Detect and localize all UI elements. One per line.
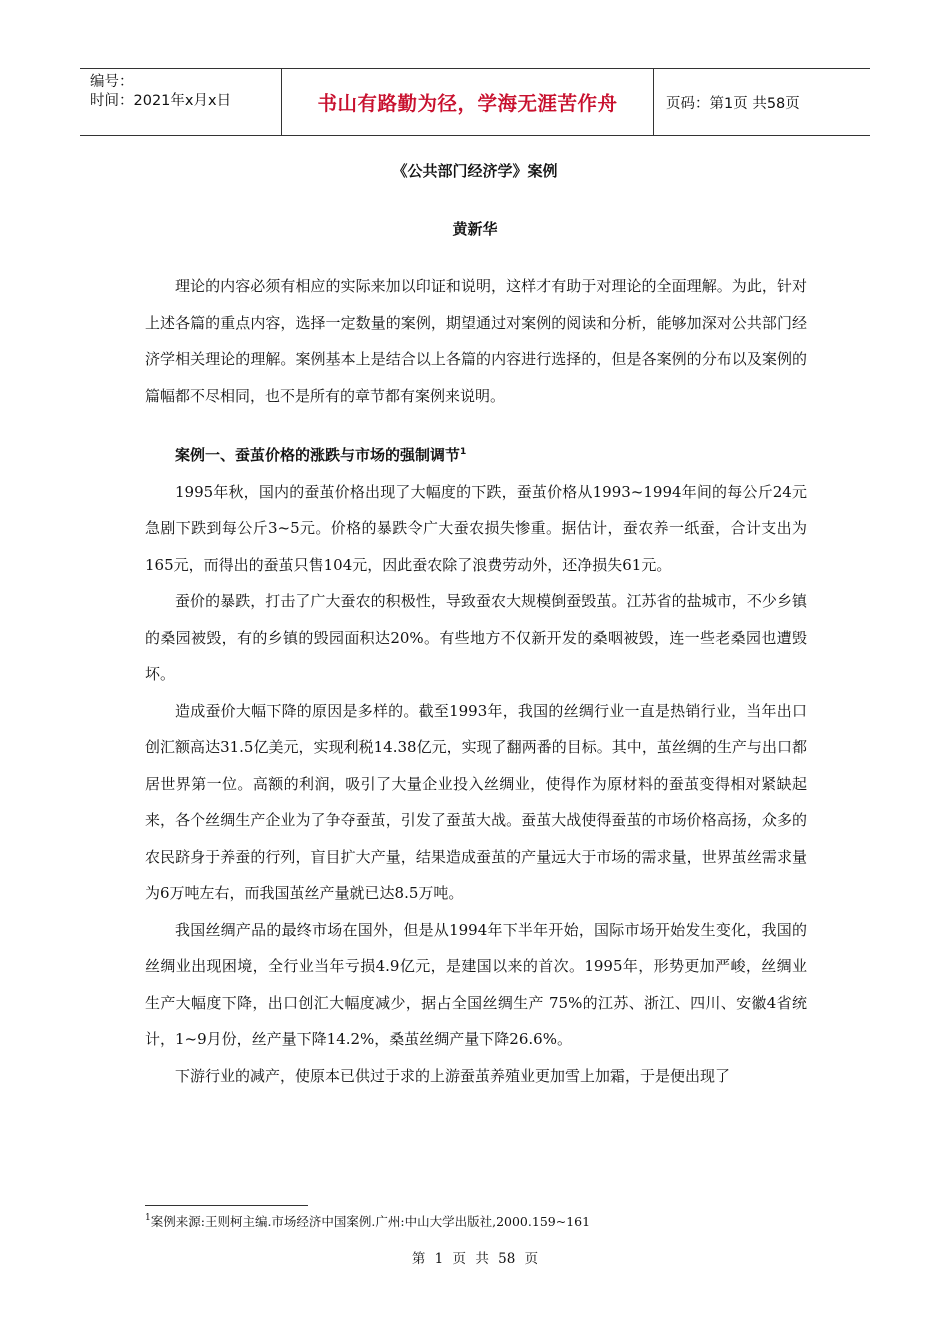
body-paragraph: 下游行业的减产，使原本已供过于求的上游蚕茧养殖业更加雪上加霜，于是便出现了 (175, 1066, 731, 1085)
header-meta (80, 69, 282, 135)
body-paragraph: 1995年秋，国内的蚕茧价格出现了大幅度的下跌，蚕茧价格从1993~1994年间的每公斤24元急剧下跌到每公斤3~5元。价格的暴跌令广大蚕农损失惨重。据估计，蚕农养一纸蚕，合计支出为165元，而得出的蚕茧只售104元，因此蚕农除了浪费劳动外，还净损失61元。 (145, 482, 807, 574)
footnote-divider (145, 1205, 308, 1206)
document-title: 《公共部门经济学》案例 (392, 162, 558, 180)
footnote-reference: 1 (460, 447, 467, 457)
footnote (145, 1212, 590, 1230)
body-paragraph: 我国丝绸产品的最终市场在国外，但是从1994年下半年开始，国际市场开始发生变化，我国的丝绸业出现困境，全行业当年亏损4.9亿元，是建国以来的首次。1995年，形势更加严峻，丝绸业生产大幅度下降，出口创汇大幅度减少，据占全国丝绸生产 75%的江苏、浙江、四川、安徽4省统计，1~9月份，丝产量下降14.2%，桑茧丝绸产量下降26.6%。 (145, 920, 807, 1048)
document-number-label: 编号： (90, 74, 134, 90)
document-author: 黄新华 (452, 220, 498, 238)
body-paragraph: 造成蚕价大幅下降的原因是多样的。截至1993年，我国的丝绸行业一直是热销行业，当年出口创汇额高达31.5亿美元，实现利税14.38亿元，实现了翻两番的目标。其中，茧丝绸的生产与出口都居世界第一位。高额的利润，吸引了大量企业投入丝绸业，使得作为原材料的蚕茧变得相对紧缺起来，各个丝绸生产企业为了争夺蚕茧，引发了蚕茧大战。蚕茧大战使得蚕茧的市场价格高扬，众多的农民跻身于养蚕的行列，盲目扩大产量，结果造成蚕茧的产量远大于市场的需求量，世界茧丝需求量为6万吨左右，而我国茧丝产量就已达8.5万吨。 (145, 701, 807, 902)
case-title: 案例一、蚕茧价格的涨跌与市场的强制调节 (175, 446, 461, 464)
header-motto: 书山有路勤为径，学海无涯苦作舟 (282, 69, 654, 135)
page-number: 第 1 页 共 58 页 (411, 1251, 539, 1267)
intro-paragraph: 理论的内容必须有相应的实际来加以印证和说明，这样才有助于对理论的全面理解。为此，针对上述各篇的重点内容，选择一定数量的案例，期望通过对案例的阅读和分析，能够加深对公共部门经济学相关理论的理解。案例基本上是结合以上各篇的内容进行选择的，但是各案例的分布以及案例的篇幅都不尽相同，也不是所有的章节都有案例来说明。 (145, 277, 807, 405)
footnote-text: 案例来源:王则柯主编.市场经济中国案例.广州:中山大学出版社,2000.159~161 (150, 1214, 591, 1229)
page-header (80, 68, 870, 136)
body-paragraph: 蚕价的暴跌，打击了广大蚕农的积极性，导致蚕农大规模倒蚕毁茧。江苏省的盐城市，不少乡镇的桑园被毁，有的乡镇的毁园面积达20%。有些地方不仅新开发的桑咽被毁，连一些老桑园也遭毁坏。 (145, 592, 807, 683)
document-body (145, 268, 807, 1094)
document-date: 时间：2021年x月x日 (90, 93, 232, 109)
header-page-code: 页码：第1页 共58页 (666, 95, 800, 112)
case-heading (145, 437, 807, 474)
footnote-mark: 1 (145, 1213, 151, 1223)
